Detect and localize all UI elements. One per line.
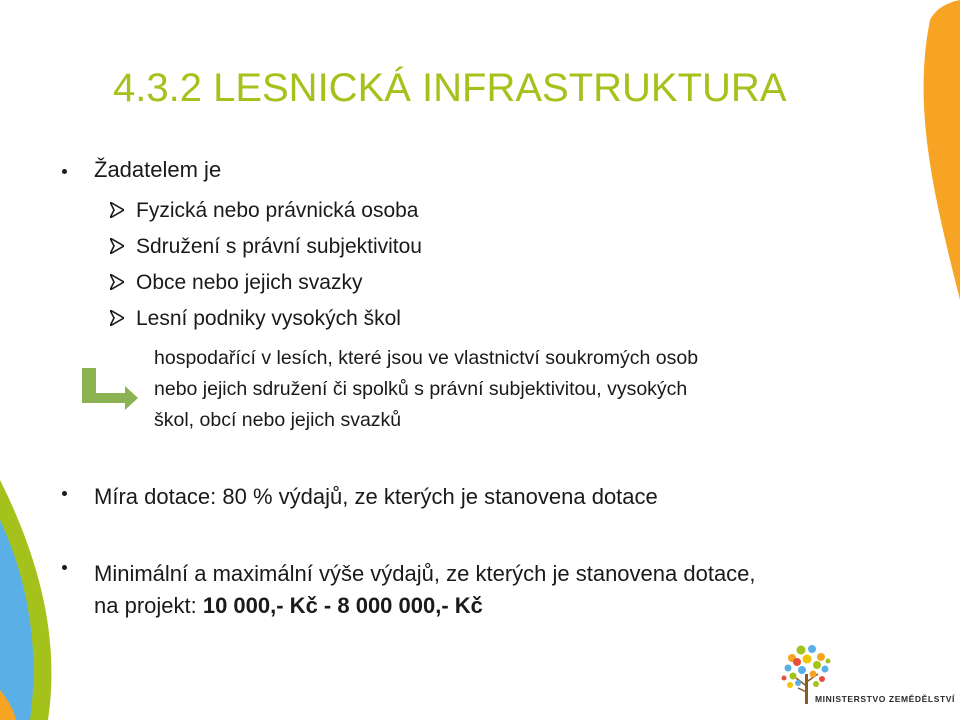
sub-item-text: Fyzická nebo právnická osoba: [136, 199, 419, 222]
bullet-expense-limits-line1: Minimální a maximální výše výdajů, ze kterých je stanovena dotace,: [94, 561, 756, 586]
arrowhead-icon: [110, 310, 124, 326]
ministry-logo-text: MINISTERSTVO ZEMĚDĚLSTVÍ: [815, 694, 956, 704]
corner-swoosh-orange: [924, 0, 960, 300]
paragraph-line: hospodařící v lesích, které jsou ve vlastnictví soukromých osob: [154, 347, 699, 369]
bullet-dot: [62, 169, 67, 174]
ministry-tree-logo: [768, 636, 948, 716]
bullet-applicant-text: Žadatelem je: [94, 157, 222, 182]
amount-range: 10 000,- Kč - 8 000 000,- Kč: [202, 593, 483, 618]
arrowhead-icon: [110, 274, 124, 290]
slide-title: 4.3.2 LESNICKÁ INFRASTRUKTURA: [113, 66, 787, 110]
bullet-expense-limits-line2: [94, 590, 756, 622]
bent-arrow-icon: [82, 368, 138, 410]
bullet-dot: [62, 491, 67, 496]
bullet-subsidy-rate-text: Míra dotace: 80 % výdajů, ze kterých je stanovena dotace: [94, 484, 658, 509]
arrowhead-icon: [110, 202, 124, 218]
paragraph-line: nebo jejich sdružení či spolků s právní subjektivitou, vysokých: [154, 378, 688, 400]
paragraph-line: škol, obcí nebo jejich svazků: [154, 409, 402, 431]
bullet-dot: [62, 565, 67, 570]
sub-item-text: Sdružení s právní subjektivitou: [136, 235, 422, 258]
sub-item-text: Lesní podniky vysokých škol: [136, 307, 401, 330]
amount-prefix: na projekt:: [94, 593, 203, 618]
explanatory-paragraph: [154, 343, 914, 436]
sub-item-text: Obce nebo jejich svazky: [136, 271, 363, 294]
arrowhead-icon: [110, 238, 124, 254]
